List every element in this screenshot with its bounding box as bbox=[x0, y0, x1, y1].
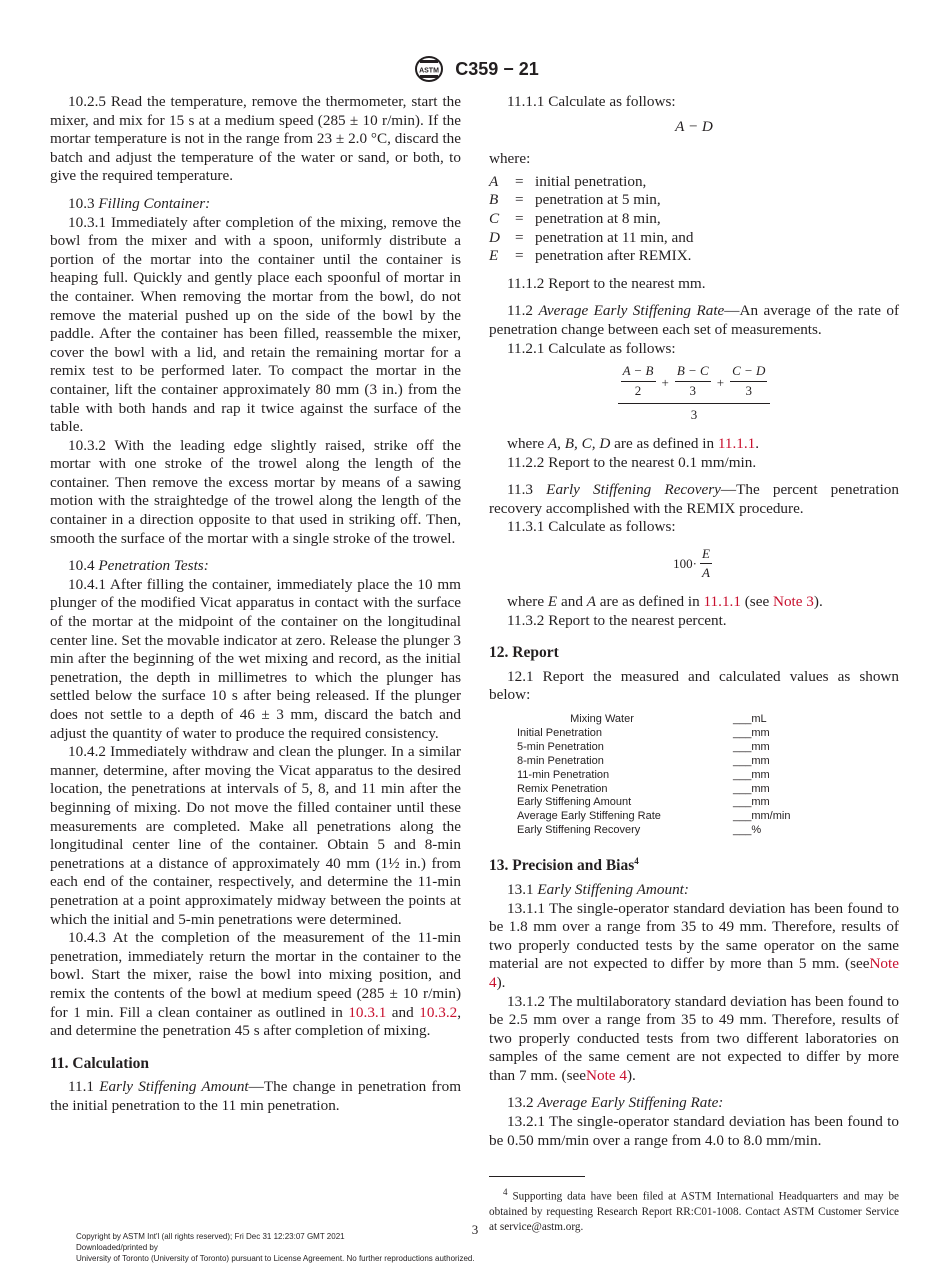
para-10-3-2: 10.3.2 With the leading edge slightly raised, strike off the mortar with one stroke of the trowel along the length of the container. Then remove the excess mortar by means of a sawing motion with the straightedge of the trowel along the length of the container in a direction opposite to that used in striking off. Then, smooth the surface of the mortar with a single stroke of the trowel. bbox=[50, 436, 461, 547]
heading-10-4: 10.4 Penetration Tests: bbox=[68, 557, 209, 575]
para-11-2-2: 11.2.2 Report to the nearest 0.1 mm/min. bbox=[507, 453, 757, 471]
document-code: C359 − 21 bbox=[455, 58, 539, 79]
right-column bbox=[489, 93, 899, 1235]
report-row: 5-min Penetration ___mm bbox=[517, 740, 770, 753]
para-13-1-1: 13.1.1 The single-operator standard deviation has been found to be 1.8 mm over a range from 35 to 49 mm. Therefore, results of two properly conducted tests by the same operator on the same material are not expected to differ by more than 5 mm. (seeNote 4). bbox=[489, 899, 899, 991]
section-11-heading: 11. Calculation bbox=[50, 1054, 150, 1072]
variable-definitions bbox=[489, 173, 899, 266]
page-header bbox=[0, 54, 950, 84]
report-row: Average Early Stiffening Rate ___mm/min bbox=[517, 810, 791, 823]
copyright-notice: Copyright by ASTM Int'l (all rights reserved); Fri Dec 31 12:23:07 GMT 2021 Downloaded/printed by University of Toronto (University of Toronto) pursuant to License Agreement. No further reproductions authorized. bbox=[76, 1232, 475, 1263]
left-column bbox=[50, 93, 461, 1115]
def-row: E = penetration after REMIX. bbox=[489, 247, 692, 265]
para-13-2-1: 13.2.1 The single-operator standard deviation has been found to be 0.50 mm/min over a range from 4.0 to 8.0 mm/min. bbox=[489, 1113, 899, 1149]
footnote-divider bbox=[489, 1176, 585, 1177]
para-10-4-2: 10.4.2 Immediately withdraw and clean the plunger. In a similar manner, determine, after moving the Vicat apparatus to the desired location, the penetrations at intervals of 5, 8, and 11 min after the beginning of mixing. Do not move the filled container until these measurements are completed. Make all penetrations along the longitudinal center line of the container. Obtain 5 and 8-min penetrations at a distance of approximately 40 mm (1½ in.) from each end of the container, respectively, and determine the 11-min penetration at a point approximately midway between the points at which the initial and 5-min penetrations were determined. bbox=[50, 743, 461, 928]
para-13-1-2: 13.1.2 The multilaboratory standard deviation has been found to be 2.5 mm over a range from 35 to 49 mm. Therefore, results of two properly conducted tests from two different laboratories on samples of the same cement are not expected to differ by more than 7 mm. (seeNote 4). bbox=[489, 992, 899, 1084]
para-11-1-1: 11.1.1 Calculate as follows: bbox=[507, 93, 676, 110]
para-11-2: 11.2 Average Early Stiffening Rate—An average of the rate of penetration change between each set of measurements. bbox=[489, 302, 900, 338]
footnote-4: $^4$ Supporting data have been filed at ASTM International Headquarters and may be obtained by requesting Research Report RR:C01-1008. Contact ASTM Customer Service at service@astm.org. bbox=[489, 1187, 900, 1233]
para-10-4-1: 10.4.1 After filling the container, immediately place the 10 mm plunger of the modified Vicat apparatus in contact with the surface of the mortar at the midpoint of the container on the longitudinal center line. Set the movable indicator at zero. Release the plunger 3 min after the beginning of the wet mixing and record, as the initial penetration, the depth in millimetres to which the plunger has settled below the surface 10 s after being released. If the plunger does not settle to a depth of 46 ± 3 mm, discard the batch and adjust the quantity of water to produce the required consistency. bbox=[50, 575, 461, 742]
para-11-3: 11.3 Early Stiffening Recovery—The percent penetration recovery accomplished with the REMIX procedure. bbox=[489, 481, 899, 517]
formula-recovery: 100· E A bbox=[673, 545, 710, 581]
where-11-2: where A, B, C, D are as defined in 11.1.1. bbox=[507, 434, 760, 452]
formula-rate: A − B 2 + $\frac{B - C}{3}$ + $\frac{C - D}{3}$ 3 bbox=[489, 362, 899, 425]
def-row: C = penetration at 8 min, bbox=[489, 209, 661, 227]
para-10-2-5: 10.2.5 Read the temperature, remove the thermometer, start the mixer, and mix for 15 s at a medium speed (285 ± 10 r/min). If the mortar temperature is not in the range from 23 ± 2.0 °C, discard the batch and adjust the temperature of the water or sand, or both, to give the required temperature. bbox=[50, 93, 461, 185]
svg-text:ASTM: ASTM bbox=[419, 67, 440, 75]
report-row: Early Stiffening Recovery ___% bbox=[517, 824, 762, 837]
def-row: A = initial penetration, bbox=[489, 172, 647, 190]
link-note-4[interactable]: Note 4 bbox=[489, 955, 899, 991]
def-row: B = penetration at 5 min, bbox=[489, 191, 661, 209]
where-11-3: where E and A are as defined in 11.1.1 (see Note 3). bbox=[507, 593, 823, 611]
heading-13-1: 13.1 Early Stiffening Amount: bbox=[507, 880, 689, 898]
link-11-1-1[interactable]: 11.1.1 bbox=[703, 593, 741, 611]
astm-logo-icon bbox=[411, 54, 447, 84]
para-11-1-2: 11.1.2 Report to the nearest mm. bbox=[507, 274, 706, 292]
report-row: 8-min Penetration ___mm bbox=[517, 754, 770, 767]
para-11-3-1: 11.3.1 Calculate as follows: bbox=[507, 518, 676, 536]
section-12-heading: 12. Report bbox=[489, 644, 559, 662]
para-11-1: 11.1 Early Stiffening Amount—The change in penetration from the initial penetration to the 11 min penetration. bbox=[50, 1078, 462, 1114]
para-10-3-1: 10.3.1 Immediately after completion of the mixing, remove the bowl from the mixer and with a spoon, uniformly distribute a portion of the mortar into the container until the container is heaping full. Quickly and gently place each spoonful of mortar in the container. When removing the mortar from the bowl, do not remove the material pushed up on the side of the bowl by the paddle. After the container has been filled, reassemble the mixer, cover the bowl with a lid, and retain the remaining mortar for a remix test to be performed later. To compact the mortar in the container, lift the container approximately 80 mm (3 in.) from the table with both hands and rap it twice against the surface of the table. bbox=[50, 213, 461, 436]
link-note-3[interactable]: Note 3 bbox=[772, 593, 814, 611]
link-11-1-1[interactable]: 11.1.1 bbox=[717, 434, 756, 452]
para-10-4-3: 10.4.3 At the completion of the measurement of the 11-min penetration, immediately return the mortar in the container to the bowl. Start the mixer, raise the bowl into mixing position, and remix the contents of the bowl at medium speed (285 ± 10 r/min) for 1 min. Fill a clean container as outlined in 10.3.1 and 10.3.2, and determine the penetration 45 s after completion of mixing. bbox=[50, 929, 461, 1040]
heading-13-2: 13.2 Average Early Stiffening Rate: bbox=[507, 1094, 724, 1112]
def-row: D = penetration at 11 min, and bbox=[489, 228, 694, 246]
section-13-heading: 13. Precision and Bias$^4$ bbox=[489, 856, 639, 875]
report-row: Early Stiffening Amount ___mm bbox=[517, 796, 770, 809]
report-table bbox=[517, 713, 899, 838]
link-10-3-2[interactable]: 10.3.2 bbox=[419, 1003, 458, 1021]
where-label: where: bbox=[489, 150, 531, 168]
formula-amount: A − D bbox=[675, 117, 713, 135]
link-10-3-1[interactable]: 10.3.1 bbox=[348, 1003, 387, 1021]
para-11-3-2: 11.3.2 Report to the nearest percent. bbox=[507, 611, 727, 629]
para-11-2-1: 11.2.1 Calculate as follows: bbox=[507, 339, 676, 357]
para-12-1: 12.1 Report the measured and calculated values as shown below: bbox=[489, 667, 899, 704]
heading-10-3: 10.3 Filling Container: bbox=[68, 194, 211, 212]
report-row: Mixing Water ___mL bbox=[570, 713, 767, 726]
report-row: Initial Penetration ___mm bbox=[517, 726, 770, 739]
link-note-4[interactable]: Note 4 bbox=[586, 1066, 627, 1084]
report-row: 11-min Penetration ___mm bbox=[517, 768, 770, 781]
report-row: Remix Penetration ___mm bbox=[517, 782, 770, 795]
page-number: 3 bbox=[471, 1222, 479, 1237]
